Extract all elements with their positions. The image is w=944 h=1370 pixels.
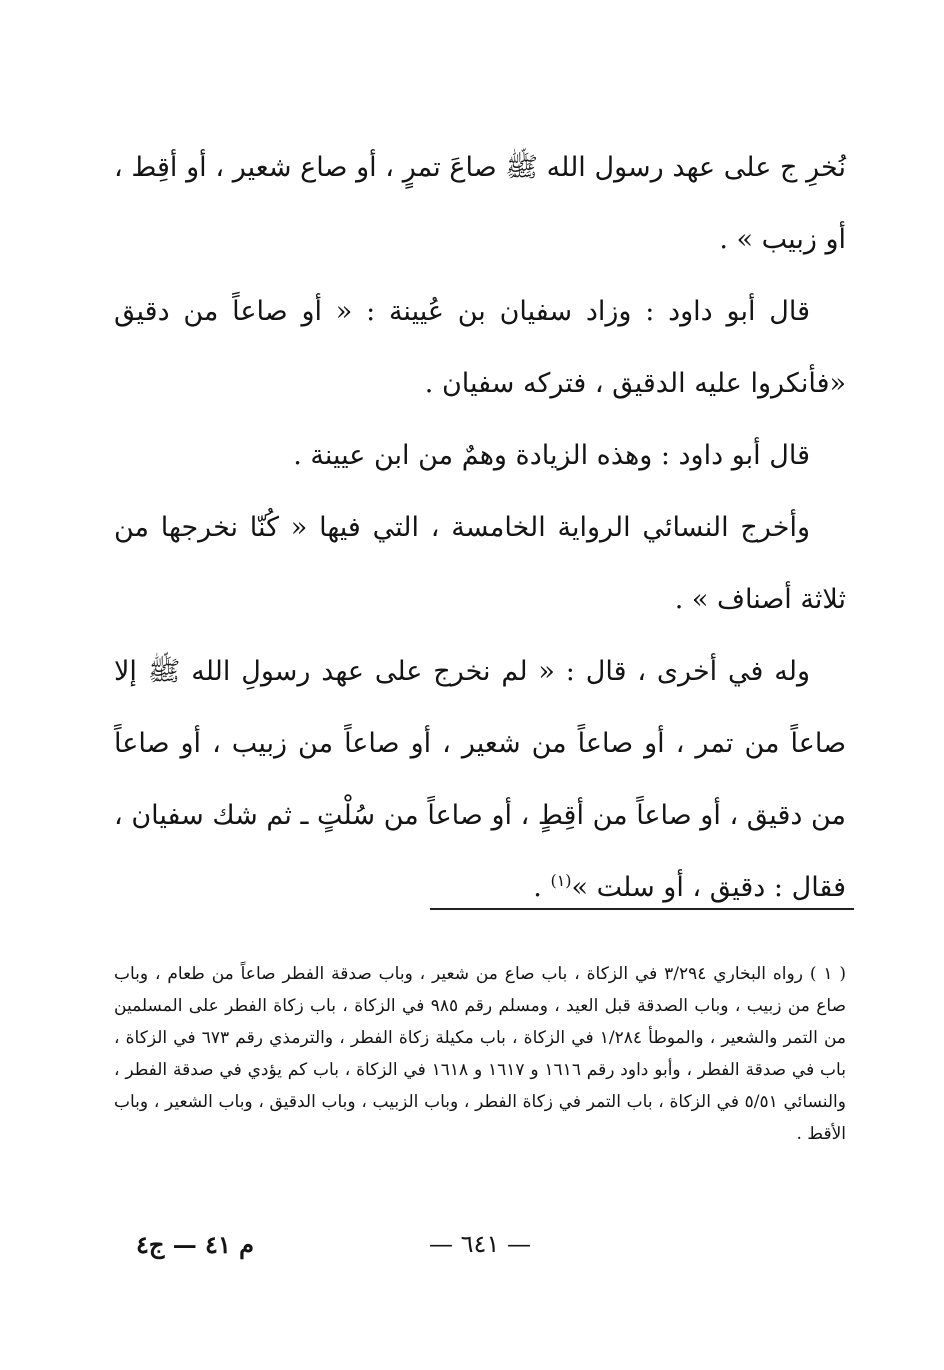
footnote-reference[interactable]: (١): [550, 871, 572, 890]
page-number: — ٦٤١ —: [429, 1230, 531, 1258]
paragraph-4: وأخرج النسائي الرواية الخامسة ، التي فيها « كُنّا نخرجها من ثلاثة أصناف » .: [114, 512, 846, 615]
paragraph-5-end: .: [533, 872, 551, 903]
printer-signature: م ٤١ — ج٤: [135, 1230, 255, 1259]
paragraph-3: قال أبو داود : وهذه الزيادة وهمٌ من ابن عيينة .: [293, 440, 810, 471]
footnote-block: [114, 958, 846, 1150]
paragraph-5-text: وله في أخرى ، قال : « لم نخرج على عهد رسولِ الله ﷺ إلا صاعاً من تمر ، أو صاعاً من شعير ، أو صاعاً من زبيب ، أو صاعاً من دقيق ، أو صاعاً من أقِطٍ ، أو صاعاً من سُلْتٍ ـ ثم شك سفيان ، فقال : دقيق ، أو سلت »: [114, 656, 846, 903]
footnote-separator: [430, 908, 854, 910]
paragraph-5: [114, 636, 846, 924]
main-text: [114, 132, 846, 924]
paragraph-2: قال أبو داود : وزاد سفيان بن عُيينة : « أو صاعاً من دقيق «فأنكروا عليه الدقيق ، فتركه سفيان .: [114, 296, 846, 399]
footnote-1: ( ١ ) رواه البخاري ٣/٢٩٤ في الزكاة ، باب صاع من شعير ، وباب صدقة الفطر صاعاً من طعام ، وباب صاع من زبيب ، وباب الصدقة قبل العيد ، ومسلم رقم ٩٨٥ في الزكاة ، باب زكاة الفطر على المسلمين من التمر والشعير ، والموطأ ١/٢٨٤ في الزكاة ، باب مكيلة زكاة الفطر ، والترمذي رقم ٦٧٣ في الزكاة ، باب في صدقة الفطر ، وأبو داود رقم ١٦١٦ و ١٦١٧ و ١٦١٨ في الزكاة ، باب كم يؤدي في صدقة الفطر ، والنسائي ٥/٥١ في الزكاة ، باب التمر في زكاة الفطر ، وباب الزبيب ، وباب الدقيق ، وباب الشعير ، وباب الأقط .: [114, 964, 847, 1144]
paragraph-1: نُخرِ ج على عهد رسول الله ﷺ صاعَ تمرٍ ، أو صاع شعير ، أو أقِط ، أو زبيب » .: [114, 152, 846, 255]
